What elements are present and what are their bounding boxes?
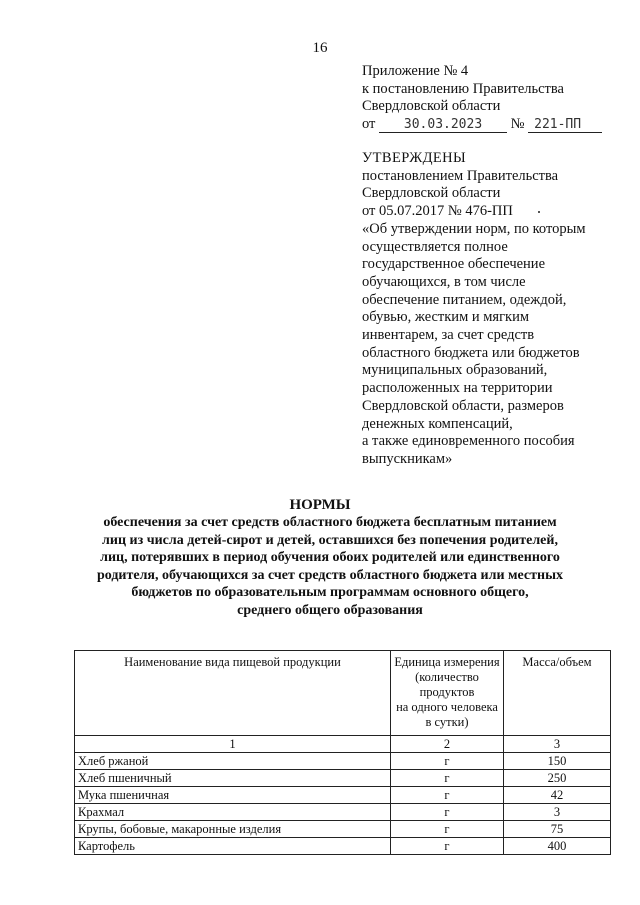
cell-mass: 75 — [504, 821, 611, 838]
cell-mass: 3 — [504, 804, 611, 821]
norms-description-line: родителя, обучающихся за счет средств областного бюджета или местных — [96, 567, 564, 583]
quote-line: инвентарем, за счет средств — [362, 327, 535, 344]
table-header-row — [75, 651, 611, 736]
approved-line-3: от 05.07.2017 № 476-ПП — [362, 203, 513, 220]
cell-product-name: Хлеб пшеничный — [75, 770, 391, 787]
table-row — [75, 770, 611, 787]
cell-mass: 42 — [504, 787, 611, 804]
cell-mass: 150 — [504, 753, 611, 770]
appendix-line-1: Приложение № 4 — [362, 63, 469, 79]
cell-unit: г — [391, 804, 504, 821]
header-product: Наименование вида пищевой продукции — [75, 651, 391, 736]
quote-line: расположенных на территории — [362, 380, 553, 397]
cell-product-name: Крупы, бобовые, макаронные изделия — [75, 821, 391, 838]
cell-mass: 250 — [504, 770, 611, 787]
appendix-block — [362, 63, 622, 133]
norms-description-line: лиц из числа детей-сирот и детей, оставшихся без попечения родителей, — [102, 532, 558, 548]
cell-unit: г — [391, 838, 504, 855]
handwritten-number: 221-ПП — [528, 116, 602, 133]
table-row — [75, 787, 611, 804]
quote-line: «Об утверждении норм, по которым — [362, 220, 586, 237]
header-unit-line: продуктов — [419, 685, 475, 699]
col-number-1: 1 — [75, 736, 391, 753]
handwritten-date: 30.03.2023 — [379, 116, 507, 133]
page-number: 16 — [312, 40, 328, 56]
norms-description-line: среднего общего образования — [237, 602, 423, 618]
approved-quote — [362, 221, 622, 469]
approved-block — [362, 150, 622, 469]
table-row — [75, 838, 611, 855]
quote-line: обувью, жестким и мягким — [362, 309, 530, 326]
approved-line-1: постановлением Правительства — [362, 167, 559, 184]
cell-product-name: Мука пшеничная — [75, 787, 391, 804]
norms-table — [74, 650, 611, 855]
norms-description-line: лиц, потерявших в период обучения обоих родителей или единственного — [100, 550, 560, 565]
header-mass: Масса/объем — [504, 651, 611, 736]
norms-description-line: бюджетов по образовательным программам основного общего, — [131, 585, 529, 600]
cell-unit: г — [391, 753, 504, 770]
cell-unit: г — [391, 821, 504, 838]
header-unit — [391, 651, 504, 736]
approved-line-2: Свердловской области — [362, 185, 501, 202]
norms-description-line: обеспечения за счет средств областного бюджета бесплатным питанием — [103, 515, 557, 530]
table-row — [75, 821, 611, 838]
col-number-3: 3 — [504, 736, 611, 753]
quote-line: областного бюджета или бюджетов — [362, 344, 580, 361]
table-row — [75, 804, 611, 821]
quote-line: обеспечение питанием, одеждой, — [362, 291, 567, 308]
approved-title: УТВЕРЖДЕНЫ — [362, 150, 467, 166]
appendix-date-line — [362, 116, 622, 134]
header-unit-line: на одного человека — [396, 700, 498, 714]
quote-line: Свердловской области, размеров — [362, 397, 564, 414]
quote-line: муниципальных образований, — [362, 362, 548, 379]
header-unit-line: Единица измерения — [394, 655, 500, 669]
norms-title: НОРМЫ — [289, 497, 351, 513]
norms-description — [70, 514, 590, 619]
quote-line: государственное обеспечение — [362, 256, 546, 273]
quote-line: денежных компенсаций, — [362, 415, 513, 432]
header-unit-line: в сутки) — [425, 715, 469, 729]
date-prefix: от — [362, 115, 376, 132]
cell-unit: г — [391, 787, 504, 804]
col-number-2: 2 — [391, 736, 504, 753]
cell-unit: г — [391, 770, 504, 787]
cell-product-name: Картофель — [75, 838, 391, 855]
quote-line: выпускникам» — [362, 450, 453, 467]
header-unit-line: (количество — [415, 670, 479, 684]
cell-product-name: Хлеб ржаной — [75, 753, 391, 770]
column-number-row — [75, 736, 611, 753]
table-row — [75, 753, 611, 770]
cell-product-name: Крахмал — [75, 804, 391, 821]
appendix-line-2: к постановлению Правительства — [362, 80, 564, 97]
quote-line: обучающихся, в том числе — [362, 273, 526, 290]
quote-line: а также единовременного пособия — [362, 433, 575, 450]
quote-line: осуществляется полное — [362, 238, 508, 255]
number-prefix: № — [510, 115, 525, 132]
appendix-line-3: Свердловской области — [362, 98, 501, 114]
cell-mass: 400 — [504, 838, 611, 855]
scan-speck — [538, 211, 540, 213]
